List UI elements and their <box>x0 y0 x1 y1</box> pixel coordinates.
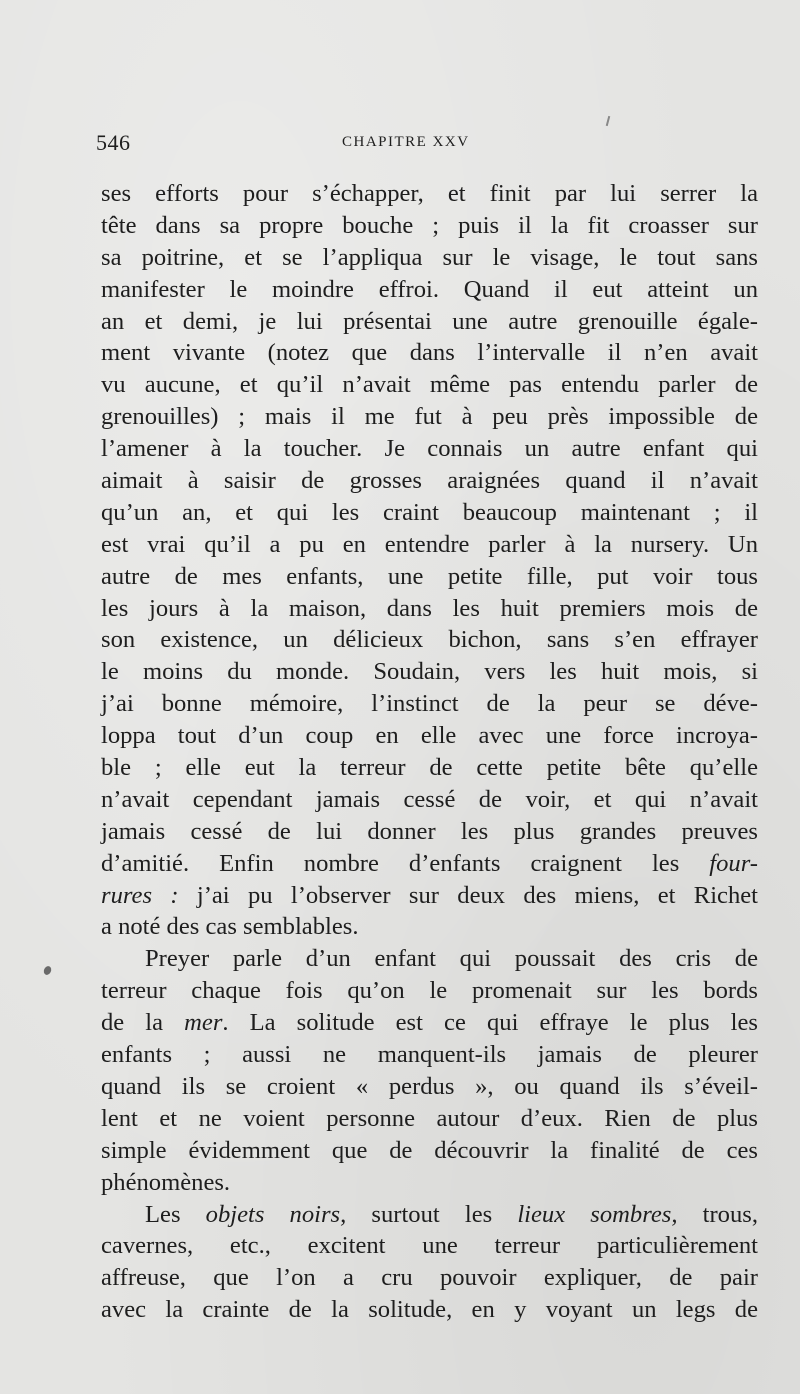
text-line: lent et ne voient personne autour d’eux. Rien de plus <box>101 1104 758 1132</box>
text-line: simple évidemment que de découvrir la finalité de ces <box>101 1136 758 1164</box>
text-segment: Les <box>145 1200 206 1228</box>
text-line <box>101 880 758 912</box>
text-line: ses efforts pour s’échapper, et finit par lui serrer la <box>101 180 758 207</box>
text-line <box>101 848 758 880</box>
text-line: enfants ; aussi ne manquent-ils jamais de pleurer <box>101 1041 758 1069</box>
text-line: qu’un an, et qui les craint beaucoup maintenant ; il <box>101 498 758 526</box>
ink-speck <box>606 116 611 126</box>
text-line: loppa tout d’un coup en elle avec une force incroya- <box>101 722 758 750</box>
page-header <box>96 130 756 160</box>
paragraph-2 <box>101 943 758 1198</box>
text-line: a noté des cas semblables. <box>101 913 359 941</box>
text-line: terreur chaque fois qu’on le promenait sur les bords <box>101 977 758 1005</box>
running-head: CHAPITRE XXV <box>342 134 470 150</box>
text-line: affreuse, que l’on a cru pouvoir expliquer, de pair <box>101 1264 758 1292</box>
page-number: 546 <box>96 130 131 155</box>
text-line: n’avait cependant jamais cessé de voir, et qui n’avait <box>101 785 758 813</box>
italic-term: rures : <box>101 881 179 909</box>
text-line: sa poitrine, et se l’appliqua sur le visage, le tout sans <box>101 243 758 271</box>
text-line <box>101 1199 758 1231</box>
italic-term: mer <box>184 1009 223 1037</box>
text-line: cavernes, etc., excitent une terreur particulièrement <box>101 1232 758 1260</box>
text-line: avec la crainte de la solitude, en y voyant un legs de <box>101 1296 758 1324</box>
text-line: est vrai qu’il a pu en entendre parler à la nursery. Un <box>101 530 758 558</box>
text-segment: j’ai pu l’observer sur deux des miens, et Richet <box>178 881 758 909</box>
paragraph-1 <box>101 178 758 943</box>
body-text <box>101 178 758 1326</box>
text-line: les jours à la maison, dans les huit premiers mois de <box>101 594 758 622</box>
text-line: ble ; elle eut la terreur de cette petite bête qu’elle <box>101 754 758 782</box>
text-segment: . La solitude est ce qui effraye le plus les <box>222 1009 758 1037</box>
italic-term: lieux sombres, <box>517 1200 678 1228</box>
paragraph-3 <box>101 1199 758 1327</box>
text-line: j’ai bonne mémoire, l’instinct de la peur se déve- <box>101 690 758 718</box>
text-line <box>101 1007 758 1039</box>
text-line: aimait à saisir de grosses araignées quand il n’avait <box>101 467 758 495</box>
ink-speck <box>42 965 52 976</box>
text-segment: d’amitié. Enfin nombre d’enfants craignent les <box>101 849 710 877</box>
text-line: phénomènes. <box>101 1168 231 1196</box>
text-segment: surtout les <box>346 1200 518 1228</box>
text-line: vu aucune, et qu’il n’avait même pas entendu parler de <box>101 371 758 399</box>
text-line: quand ils se croient « perdus », ou quand ils s’éveil- <box>101 1072 758 1100</box>
text-line: Preyer parle d’un enfant qui poussait des cris de <box>145 945 758 973</box>
text-line: tête dans sa propre bouche ; puis il la fit croasser sur <box>101 211 758 239</box>
text-line: manifester le moindre effroi. Quand il eut atteint un <box>101 275 758 303</box>
text-line: grenouilles) ; mais il me fut à peu près impossible de <box>101 403 758 431</box>
text-line: l’amener à la toucher. Je connais un autre enfant qui <box>101 435 758 463</box>
text-line: autre de mes enfants, une petite fille, put voir tous <box>101 562 758 590</box>
italic-term: objets noirs, <box>205 1200 347 1228</box>
italic-term: four- <box>709 849 758 877</box>
text-line: son existence, un délicieux bichon, sans s’en effrayer <box>101 626 758 654</box>
text-line: an et demi, je lui présentai une autre grenouille égale- <box>101 307 758 335</box>
text-segment: trous, <box>677 1200 758 1228</box>
text-line: ment vivante (notez que dans l’intervalle il n’en avait <box>101 339 758 367</box>
text-segment: de la <box>101 1009 185 1037</box>
text-line: le moins du monde. Soudain, vers les huit mois, si <box>101 658 758 686</box>
text-line: jamais cessé de lui donner les plus grandes preuves <box>101 817 758 845</box>
